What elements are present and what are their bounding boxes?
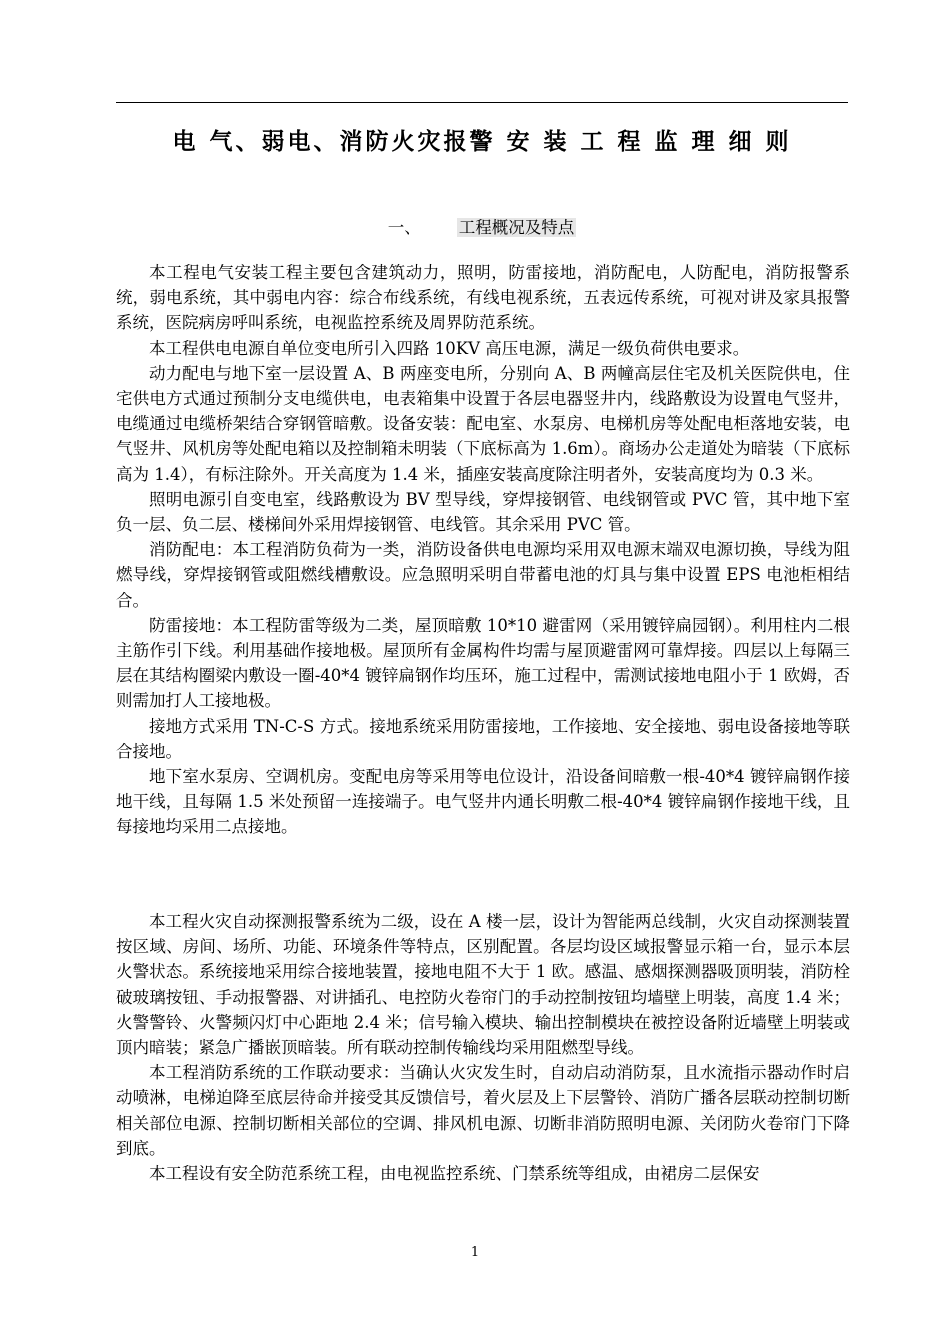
body-text-part-1 bbox=[116, 260, 850, 840]
paragraph: 地下室水泵房、空调机房。变配电房等采用等电位设计，沿设备间暗敷一根-40*4 镀锌扁钢作接地干线，且每隔 1.5 米处预留一连接端子。电气竖井内通长明敷二根-40*4 镀锌扁钢作接地干线，且每接地均采用二点接地。 bbox=[116, 767, 850, 837]
paragraph: 本工程设有安全防范系统工程，由电视监控系统、门禁系统等组成，由裙房二层保安 bbox=[149, 1164, 760, 1184]
section-heading bbox=[116, 214, 848, 242]
paragraph: 本工程电气安装工程主要包含建筑动力，照明，防雷接地，消防配电，人防配电，消防报警系统，弱电系统，其中弱电内容：综合布线系统，有线电视系统，五表远传系统，可视对讲及家具报警系统，医院病房呼叫系统，电视监控系统及周界防范系统。 bbox=[116, 263, 850, 333]
section-title: 工程概况及特点 bbox=[458, 218, 575, 237]
paragraph: 动力配电与地下室一层设置 A、B 两座变电所，分别向 A、B 两幢高层住宅及机关医院供电，住宅供电方式通过预制分支电缆供电，电表箱集中设置于各层电器竖井内，线路敷设为设置电气竖井，电缆通过电缆桥架结合穿钢管暗敷。设备安装：配电室、水泵房、电梯机房等处配电柜落地安装，电气竖井、风机房等处配电箱以及控制箱未明装（下底标高为 1.6m）。商场办公走道处为暗装（下底标高为 1.4），有标注除外。开关高度为 1.4 米，插座安装高度除注明者外，安装高度均为 0.3 米。 bbox=[116, 363, 850, 484]
paragraph: 本工程供电电源自单位变电所引入四路 10KV 高压电源，满足一级负荷供电要求。 bbox=[149, 338, 750, 358]
page-number: 1 bbox=[470, 1245, 480, 1260]
section-number: 一、 bbox=[387, 218, 421, 237]
body-text-part-2 bbox=[116, 909, 850, 1186]
paragraph: 照明电源引自变电室，线路敷设为 BV 型导线，穿焊接钢管、电线钢管或 PVC 管，其中地下室负一层、负二层、楼梯间外采用焊接钢管、电线管。其余采用 PVC 管。 bbox=[116, 489, 850, 535]
header-rule bbox=[116, 102, 848, 103]
paragraph: 消防配电：本工程消防负荷为一类，消防设备供电电源均采用双电源末端双电源切换，导线为阻燃导线，穿焊接钢管或阻燃线槽敷设。应急照明采明自带蓄电池的灯具与集中设置 EPS 电池柜相结合。 bbox=[116, 540, 850, 610]
paragraph: 本工程消防系统的工作联动要求：当确认火灾发生时，自动启动消防泵，且水流指示器动作时启动喷淋，电梯迫降至底层待命并接受其反馈信号，着火层及上下层警铃、消防广播各层联动控制切断相关部位电源、控制切断相关部位的空调、排风机电源、切断非消防照明电源、关闭防火卷帘门下降到底。 bbox=[116, 1063, 850, 1158]
paragraph: 本工程火灾自动探测报警系统为二级，设在 A 楼一层，设计为智能两总线制，火灾自动探测装置按区域、房间、场所、功能、环境条件等特点，区别配置。各层均设区域报警显示箱一台，显示本层火警状态。系统接地采用综合接地装置，接地电阻不大于 1 欧。感温、感烟探测器吸顶明装，消防栓破玻璃按钮、手动报警器、对讲插孔、电控防火卷帘门的手动控制按钮均墙壁上明装，高度 1.4 米；火警警铃、火警频闪灯中心距地 2.4 米；信号输入模块、输出控制模块在被控设备附近墙壁上明装或顶内暗装；紧急广播嵌顶暗装。所有联动控制传输线均采用阻燃型导线。 bbox=[116, 912, 850, 1058]
document-title: 电 气、弱电、消防火灾报警 安 装 工 程 监 理 细 则 bbox=[172, 129, 792, 155]
paragraph: 接地方式采用 TN-C-S 方式。接地系统采用防雷接地，工作接地、安全接地、弱电设备接地等联合接地。 bbox=[116, 716, 850, 761]
paragraph: 防雷接地：本工程防雷等级为二类，屋顶暗敷 10*10 避雷网（采用镀锌扁园钢）。利用柱内二根主筋作引下线。利用基础作接地极。屋顶所有金属构件均需与屋顶避雷网可靠焊接。四层以上每隔三层在其结构圈梁内敷设一圈-40*4 镀锌扁钢作均压环，施工过程中，需测试接地电阻小于 1 欧姆，否则需加打人工接地极。 bbox=[116, 615, 850, 711]
